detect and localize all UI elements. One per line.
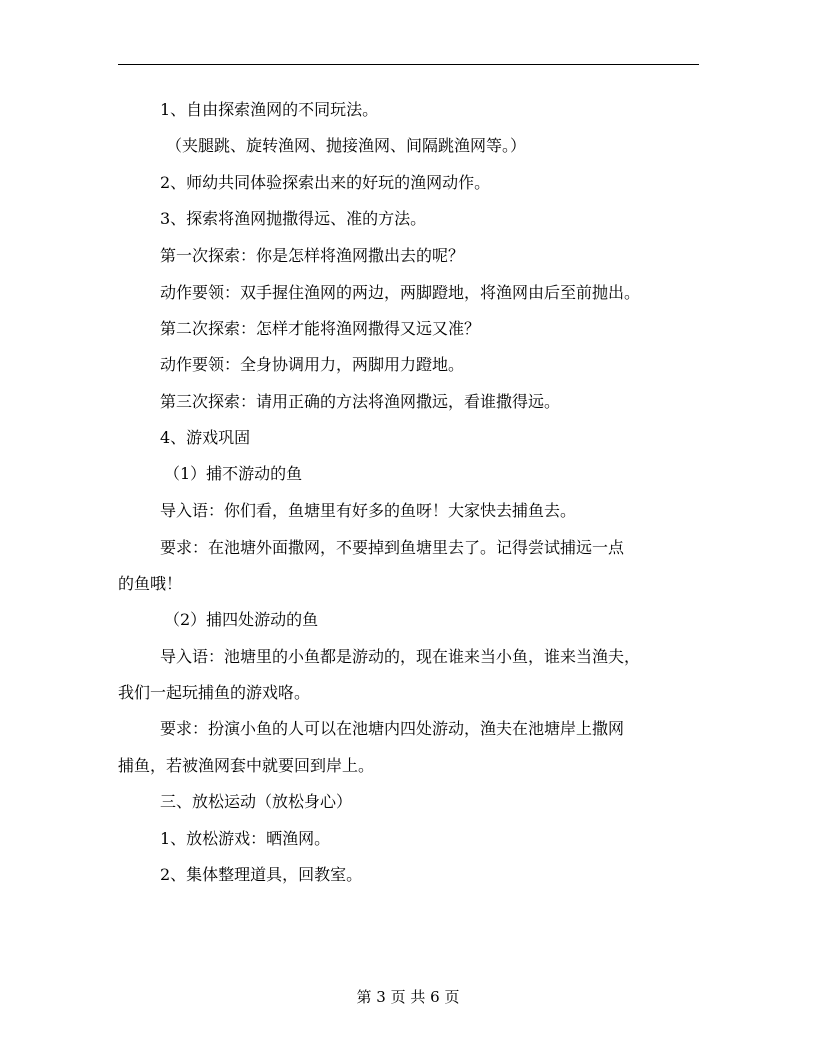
- text-line: 第二次探索：怎样才能将渔网撒得又远又准？: [160, 319, 481, 338]
- text-line: 动作要领：全身协调用力，两脚用力蹬地。: [160, 355, 465, 374]
- text-line: 要求：扮演小鱼的人可以在池塘内四处游动，渔夫在池塘岸上撒网: [160, 719, 625, 738]
- page-number: 第 3 页 共 6 页: [356, 988, 460, 1006]
- text-line: 导入语：你们看，鱼塘里有好多的鱼呀！大家快去捕鱼去。: [160, 501, 577, 520]
- text-line: 的鱼哦！: [118, 574, 183, 593]
- text-line: 捕鱼，若被渔网套中就要回到岸上。: [118, 756, 375, 775]
- text-line: 1、放松游戏：晒渔网。: [160, 829, 331, 848]
- text-line: 要求：在池塘外面撒网，不要掉到鱼塘里去了。记得尝试捕远一点: [160, 538, 625, 557]
- text-line: 第一次探索：你是怎样将渔网撒出去的呢？: [160, 246, 465, 265]
- text-line: （1）捕不游动的鱼: [164, 464, 303, 483]
- text-line: （2）捕四处游动的鱼: [164, 610, 319, 629]
- text-line: 2、集体整理道具，回教室。: [160, 865, 363, 884]
- text-line: 导入语：池塘里的小鱼都是游动的，现在谁来当小鱼，谁来当渔夫，: [160, 647, 641, 666]
- text-line: （夹腿跳、旋转渔网、抛接渔网、间隔跳渔网等。）: [166, 136, 527, 155]
- text-line: 第三次探索：请用正确的方法将渔网撒远，看谁撒得远。: [160, 392, 561, 411]
- text-line: 动作要领：双手握住渔网的两边，两脚蹬地，将渔网由后至前抛出。: [160, 283, 641, 302]
- header-rule: [118, 64, 699, 65]
- text-line: 2、师幼共同体验探索出来的好玩的渔网动作。: [160, 173, 491, 192]
- text-line: 我们一起玩捕鱼的游戏咯。: [118, 683, 311, 702]
- text-line: 1、自由探索渔网的不同玩法。: [160, 100, 379, 119]
- text-line: 3、探索将渔网抛撒得远、准的方法。: [160, 209, 427, 228]
- text-line: 4、游戏巩固: [160, 428, 251, 447]
- text-line: 三、放松运动（放松身心）: [160, 792, 353, 811]
